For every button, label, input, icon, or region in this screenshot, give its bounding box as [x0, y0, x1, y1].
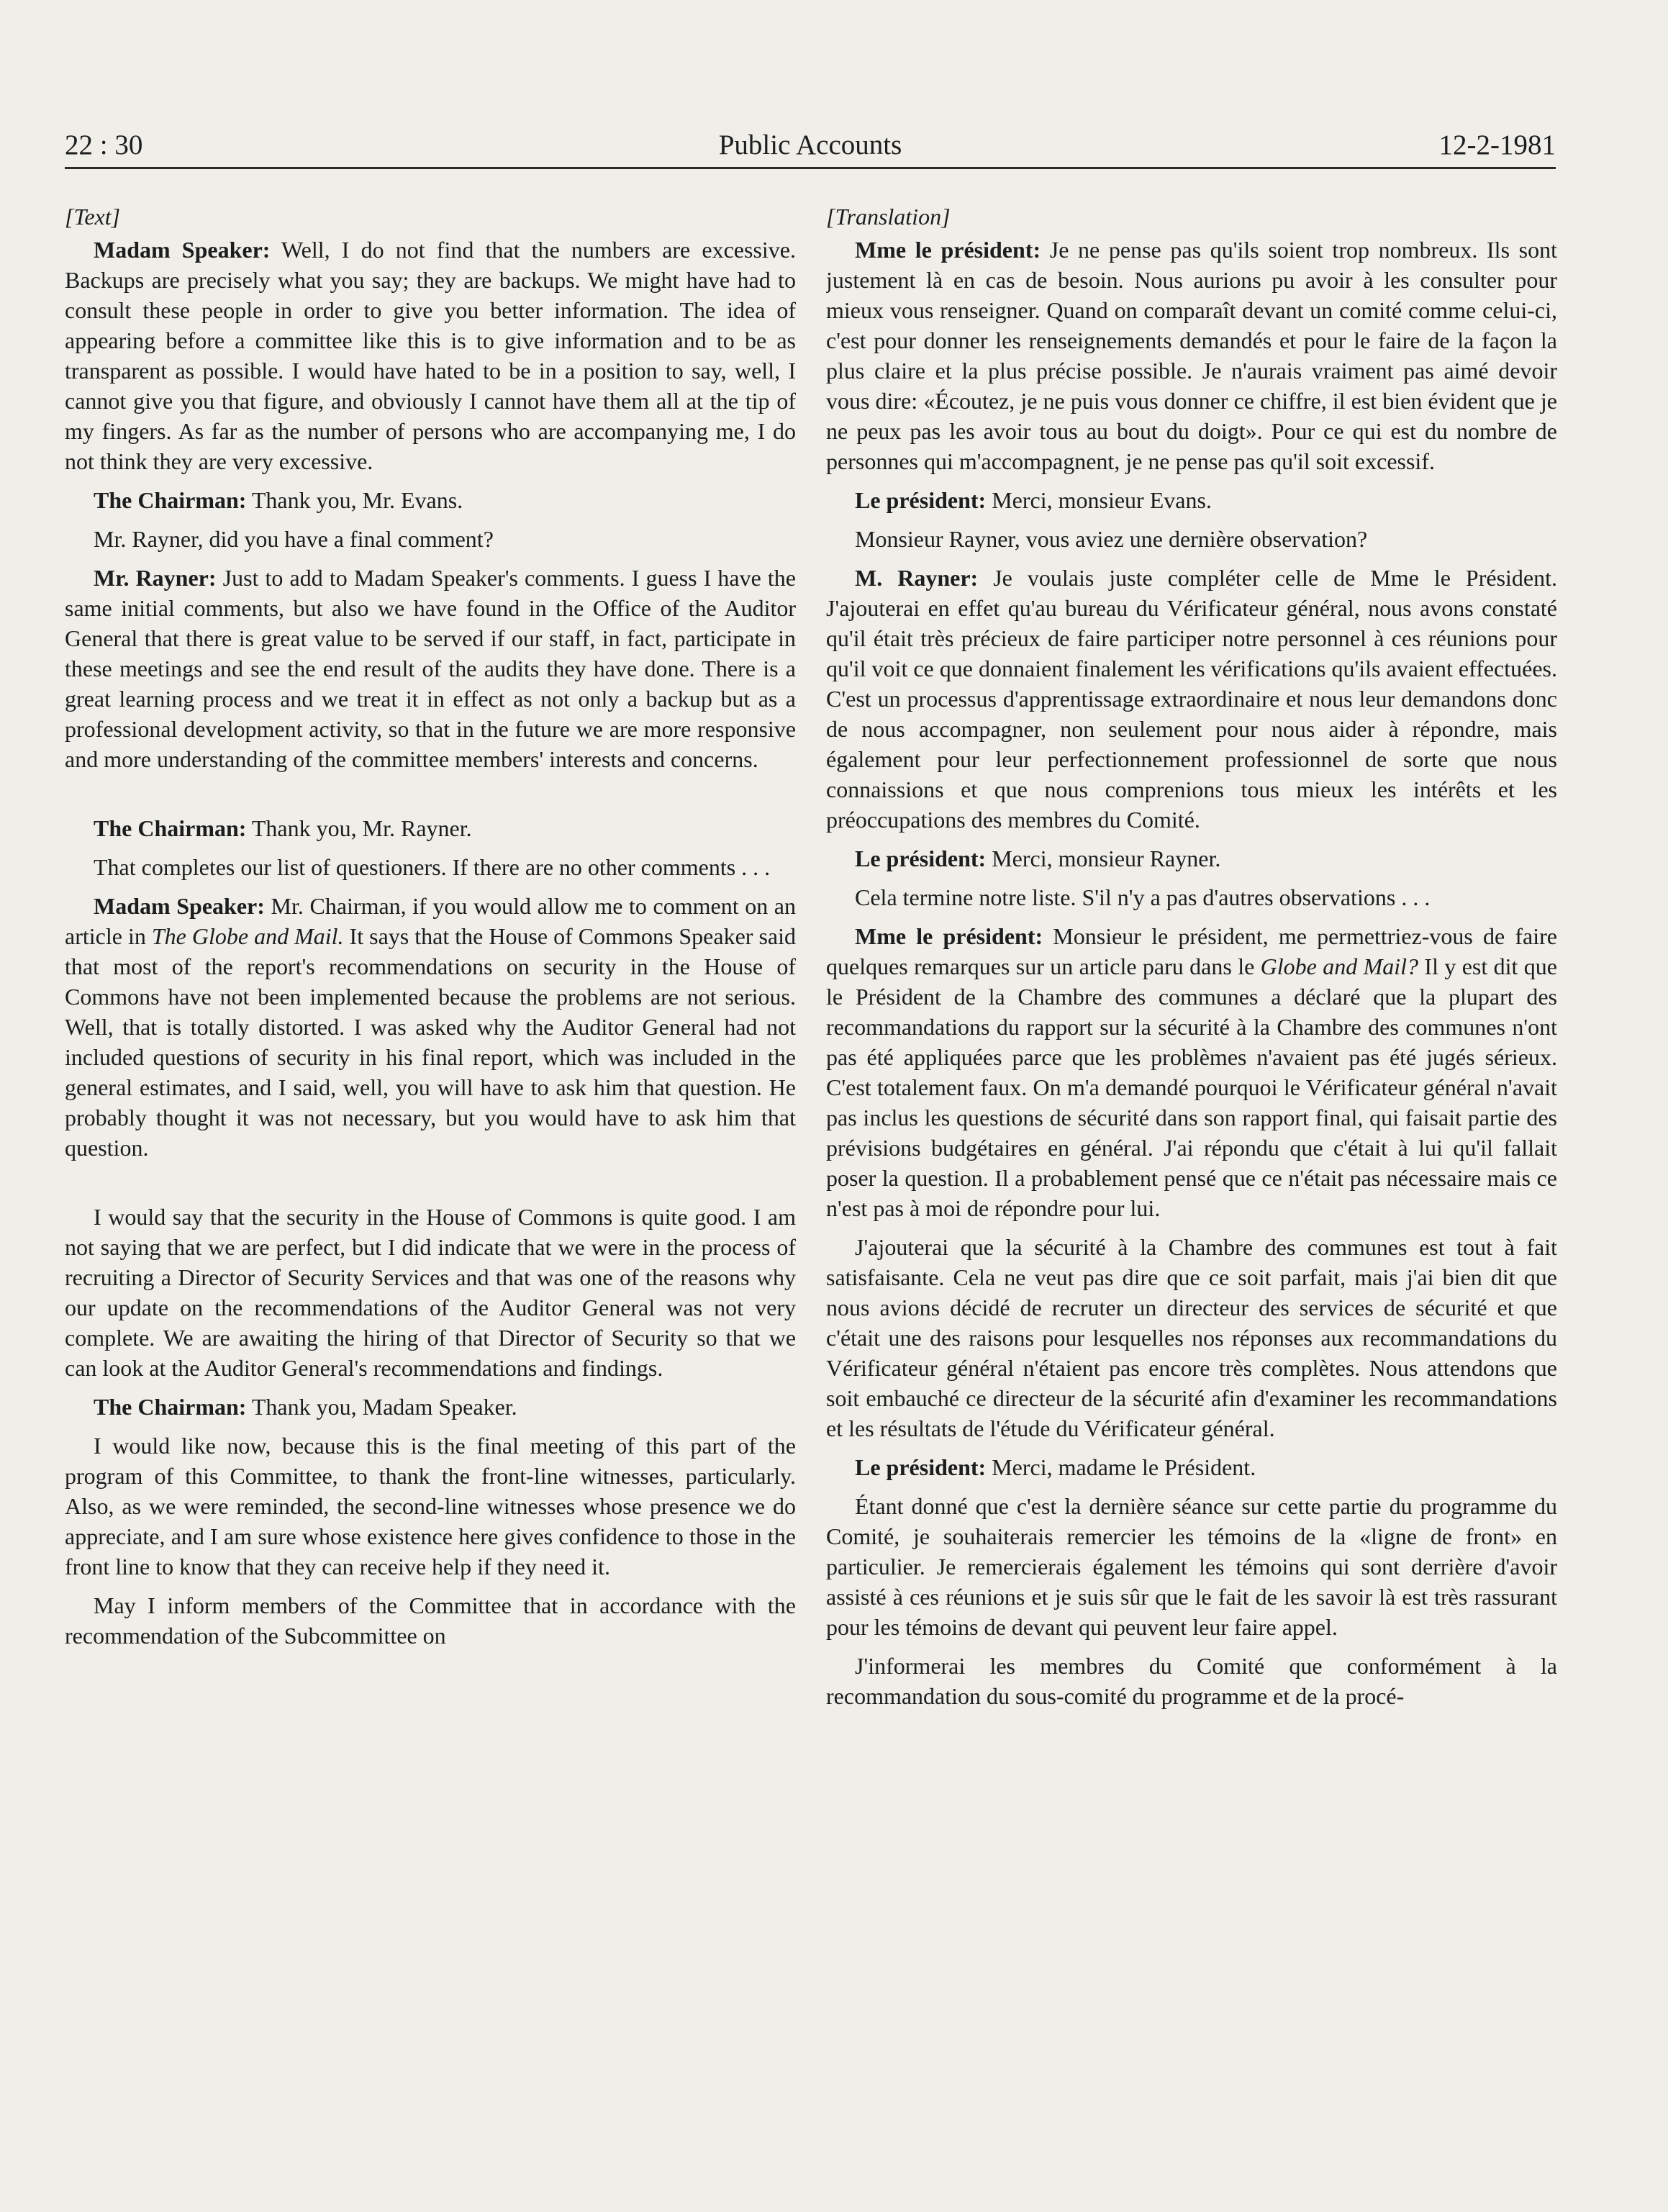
paragraph: I would say that the security in the House of Commons is quite good. I am not saying that we are perfect, but I did indicate that we were in the process of recruiting a Director of Security Services and that was one of the reasons why our update on the recommendations of the Auditor General was not very complete. We are awaiting the hiring of that Director of Security so that we can look at the Auditor General's recommendations and findings.: [65, 1204, 796, 1381]
paragraph: Monsieur Rayner, vous aviez une dernière observation?: [855, 526, 1368, 552]
paragraph: J'ajouterai que la sécurité à la Chambre des communes est tout à fait satisfaisante. Cela ne veut pas dire que ce soit parfait, mais j'ai bien dit que nous avions décidé de recruter un directeur des services de sécurité et que c'était une des raisons pour lesquelles nos réponses aux recommandations du Vérificateur général n'étaient pas encore très complètes. Nous attendons que soit embauché ce directeur de la sécurité afin d'examiner les recommandations et les résultats de l'étude du Vérificateur général.: [826, 1234, 1557, 1441]
french-column: [826, 201, 1557, 2144]
paragraph: Madam Speaker: Mr. Chairman, if you would allow me to comment on an article in The Globe and Mail. It says that the House of Commons Speaker said that most of the report's recommendations on security in the House of Commons have not been implemented because the problems are not serious. Well, that is totally distorted. I was asked why the Auditor General had not included questions of security in his final report, which was included in the general estimates, and I said, well, you will have to ask him that question. He probably thought it was not necessary, but you would have to ask him that question.: [65, 893, 796, 1161]
paragraph: Madam Speaker: Well, I do not find that the numbers are excessive. Backups are precisely what you say; they are backups. We might have had to consult these people in order to give you better information. The idea of appearing before a committee like this is to give information and to be as transparent as possible. I would have hated to be in a position to say, well, I cannot give you that figure, and obviously I cannot have them all at the tip of my fingers. As far as the number of persons who are accompanying me, I do not think they are very excessive.: [65, 237, 796, 474]
paragraph: The Chairman: Thank you, Mr. Rayner.: [94, 815, 472, 841]
paragraph: The Chairman: Thank you, Mr. Evans.: [94, 487, 463, 513]
paragraph: The Chairman: Thank you, Madam Speaker.: [94, 1394, 517, 1420]
english-label: [Text]: [65, 204, 121, 230]
page-date: 12-2-1981: [1438, 130, 1556, 160]
page-number: 22 : 30: [65, 130, 143, 160]
page-header: [65, 124, 1556, 167]
english-column: [65, 201, 796, 2144]
paragraph: That completes our list of questioners. If there are no other comments . . .: [94, 854, 771, 880]
paragraph: I would like now, because this is the final meeting of this part of the program of this Committee, to thank the front-line witnesses, particularly. Also, as we were reminded, the second-line witnesses whose presence we do appreciate, and I am sure whose existence here gives confidence to those in the front line to know that they can receive help if they need it.: [65, 1433, 796, 1579]
paragraph: Mme le président: Je ne pense pas qu'ils soient trop nombreux. Ils sont justement là en cas de besoin. Nous aurions pu avoir à les consulter pour mieux vous renseigner. Quand on comparaît devant un comité comme celui-ci, c'est pour donner les renseignements demandés et pour le faire de la façon la plus claire et la plus précise possible. Je n'aurais vraiment pas aimé devoir vous dire: «Écoutez, je ne puis vous donner ce chiffre, il est bien évident que je ne peux pas les avoir tous au bout du doigt». Pour ce qui est du nombre de personnes qui m'accompagnent, je ne pense pas qu'il soit excessif.: [826, 237, 1557, 474]
page-title: Public Accounts: [718, 130, 902, 160]
paragraph: Mr. Rayner, did you have a final comment?: [94, 526, 494, 552]
paragraph: Le président: Merci, monsieur Rayner.: [855, 846, 1221, 871]
paragraph: Cela termine notre liste. S'il n'y a pas d'autres observations . . .: [855, 884, 1431, 910]
paragraph: Mr. Rayner: Just to add to Madam Speaker's comments. I guess I have the same initial comments, but also we have found in the Office of the Auditor General that there is great value to be served if our staff, in fact, participate in these meetings and see the end result of the audits they have done. There is a great learning process and we treat it in effect as not only a backup but as a professional development activity, so that in the future we are more responsive and more understanding of the committee members' interests and concerns.: [65, 565, 796, 772]
paragraph: Le président: Merci, monsieur Evans.: [855, 487, 1212, 513]
header-rule: [65, 167, 1556, 169]
paragraph: M. Rayner: Je voulais juste compléter celle de Mme le Président. J'ajouterai en effet qu'au bureau du Vérificateur général, nous avons constaté qu'il était très précieux de faire participer notre personnel à ces réunions pour qu'il voit ce que donnaient finalement les vérifications qu'ils avaient effectuées. C'est un processus d'apprentissage extraordinaire et nous leur demandons donc de nous accompagner, non seulement pour nous aider à répondre, mais également pour leur perfectionnement professionnel de sorte que nous connaissions et que nous comprenions tous mieux les intérêts et les préoccupations des membres du Comité.: [826, 565, 1557, 833]
paragraph: Mme le président: Monsieur le président, me permettriez-vous de faire quelques remarques sur un article paru dans le Globe and Mail? Il y est dit que le Président de la Chambre des communes a déclaré que la plupart des recommandations du rapport sur la sécurité à la Chambre des communes n'ont pas été appliquées parce que les problèmes n'avaient pas été jugés sérieux. C'est totalement faux. On m'a demandé pourquoi le Vérificateur général n'avait pas inclus les questions de sécurité dans son rapport final, qui faisait partie des prévisions budgétaires en général. J'ai répondu que c'était à lui qu'il fallait poser la question. Il a probablement pensé que ce n'était pas nécessaire mais ce n'est pas à moi de répondre pour lui.: [826, 923, 1557, 1221]
paragraph: J'informerai les membres du Comité que conformément à la recommandation du sous-comité du programme et de la procé-: [826, 1653, 1557, 1709]
paragraph: Le président: Merci, madame le Président.: [855, 1454, 1256, 1480]
french-label: [Translation]: [826, 204, 951, 230]
paragraph: May I inform members of the Committee that in accordance with the recommendation of the Subcommittee on: [65, 1592, 796, 1649]
paragraph: Étant donné que c'est la dernière séance sur cette partie du programme du Comité, je souhaiterais remercier les témoins de la «ligne de front» en particulier. Je remercierais également les témoins qui sont derrière d'avoir assisté à ces réunions et je suis sûr que le fait de les savoir là est très rassurant pour les témoins de devant qui peuvent leur faire appel.: [826, 1493, 1557, 1640]
